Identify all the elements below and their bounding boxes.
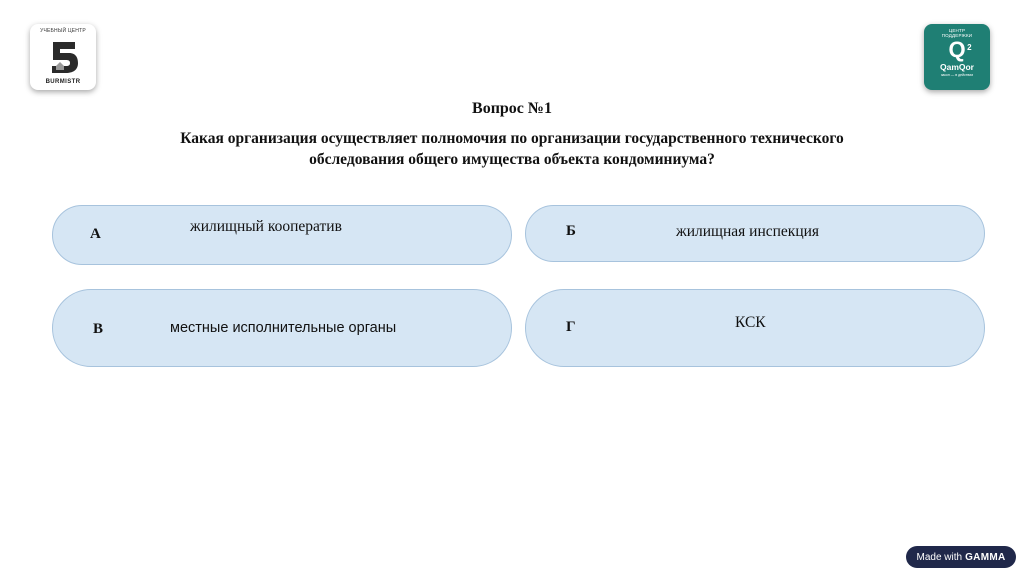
logo-brand: QamQor — [939, 62, 974, 72]
logo-tagline: закон — в действии — [940, 73, 974, 77]
logo-caption-line1: ЦЕНТР — [948, 28, 966, 33]
logo-caption: УЧЕБНЫЙ ЦЕНТР — [40, 28, 86, 34]
option-letter: Г — [566, 319, 576, 335]
badge-brand: GAMMA — [965, 551, 1006, 563]
answer-option-b[interactable] — [525, 205, 985, 262]
badge-prefix: Made with — [916, 551, 963, 563]
qamqor-logo — [924, 24, 990, 90]
made-with-gamma-badge[interactable] — [906, 546, 1016, 568]
option-letter: А — [90, 226, 101, 242]
logo-brand: BURMISTR — [45, 79, 81, 85]
burmistr-logo — [30, 24, 96, 90]
answer-option-v[interactable] — [52, 289, 512, 367]
answer-option-g[interactable] — [525, 289, 985, 367]
option-letter: Б — [566, 223, 576, 239]
option-text: жилищный кооператив — [190, 218, 342, 235]
option-text: жилищная инспекция — [676, 223, 820, 240]
option-text: местные исполнительные органы — [170, 320, 397, 336]
option-letter: В — [93, 321, 104, 337]
question-text: Какая организация осуществляет полномочия по организации государственного технического обследования общего имущества объекта кондоминиума? — [180, 130, 844, 168]
logo-caption-line2: ПОДДЕРЖКИ — [941, 33, 973, 38]
qamqor-q-icon: Q 2 — [948, 37, 972, 62]
burmistr-5-house-logo-icon — [45, 39, 81, 75]
question-title: Вопрос №1 — [472, 100, 552, 117]
answer-option-a[interactable] — [52, 205, 512, 265]
option-text: КСК — [735, 314, 766, 331]
